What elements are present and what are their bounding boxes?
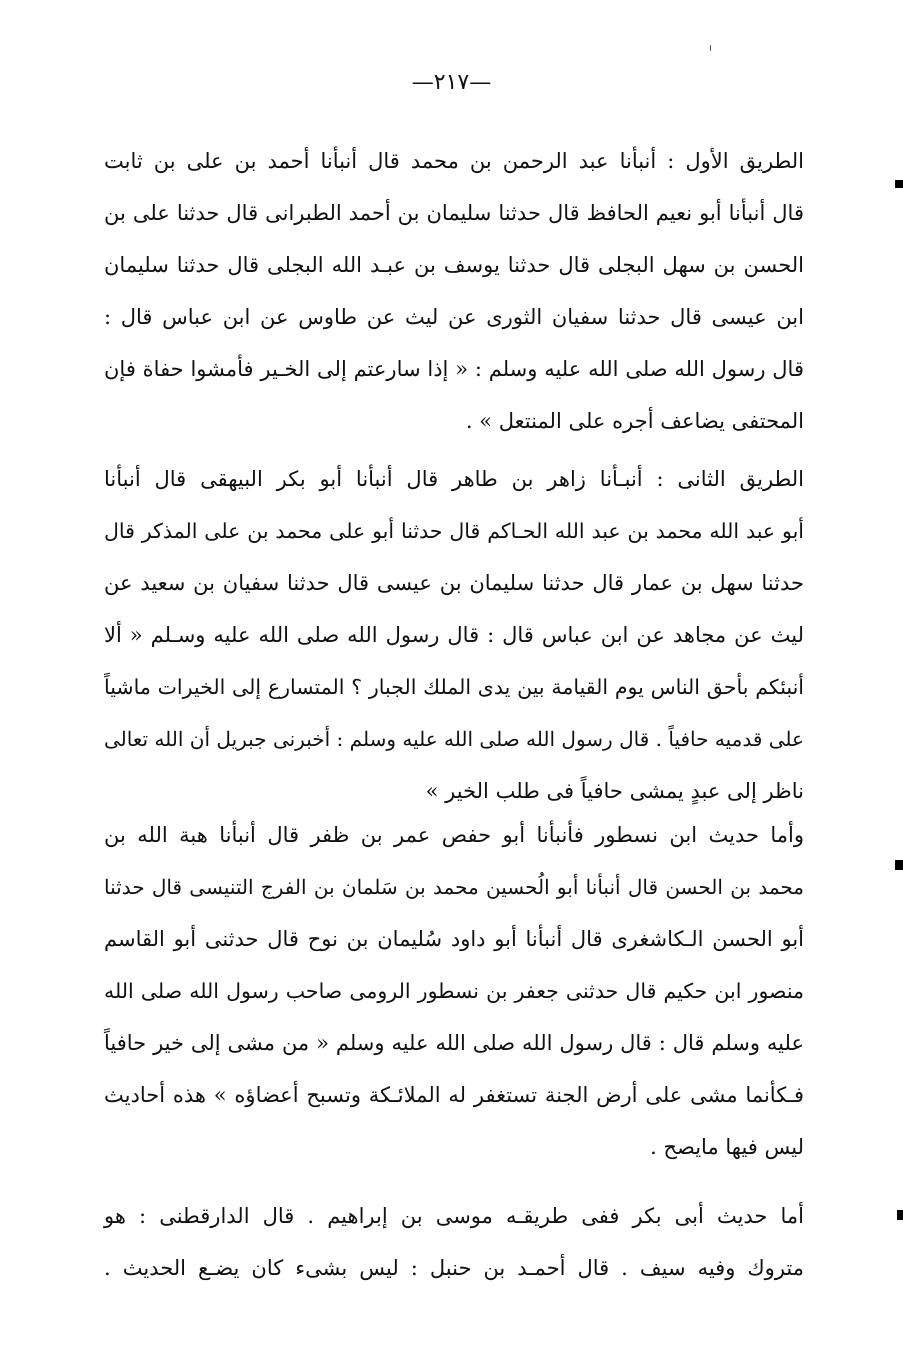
text-line: أما حديث أبى بكر ففى طريقـه موسى بن إبراهيم . قال الدارقطنى : هو: [104, 1204, 804, 1228]
text-line: على قدميه حافياً . قال رسول الله صلى الله عليه وسلم : أخبرنى جبريل أن الله تعالى: [104, 727, 804, 751]
text-line: المحتفى يضاعف أجره على المنتعل » .: [465, 409, 804, 433]
paragraph-nastur-hadith: [104, 809, 804, 1173]
page-number: —٢١٧—: [411, 70, 492, 95]
text-line: متروك وفيه سيف . قال أحمـد بن حنبل : ليس بشىء كان يضـع الحديث .: [104, 1256, 804, 1280]
text-line: الحسن بن سهل البجلى قال حدثنا يوسف بن عبـد الله البجلى قال حدثنا سليمان: [104, 253, 804, 277]
margin-mark: [897, 1210, 903, 1220]
text-line: فـكأنما مشى على أرض الجنة تستغفر له الملائـكة وتسبح أعضاؤه » هذه أحاديث: [104, 1083, 804, 1107]
text-line: محمد بن الحسن قال أنبأنا أبو الُحسين محمد بن سَلمان بن الفرج التنيسى قال حدثنا: [104, 875, 804, 899]
text-line: وأما حديث ابن نسطور فأنبأنا أبو حفص عمر بن ظفر قال أنبأنا هبة الله بن: [104, 823, 804, 847]
paragraph-second-chain: [104, 453, 804, 817]
text-line: أبو الحسن الـكاشغرى قال أنبأنا أبو داود سُليمان بن نوح قال حدثنى أبو القاسم: [104, 927, 804, 951]
scan-speck: [710, 45, 711, 51]
text-line: أبو عبد الله محمد بن عبد الله الحـاكم قال حدثنا أبو على محمد بن على المذكر قال: [104, 519, 804, 543]
margin-mark: [895, 860, 903, 870]
text-line: منصور ابن حكيم قال حدثنى جعفر بن نسطور الرومى صاحب رسول الله صلى الله: [104, 979, 804, 1003]
paragraph-abu-bakr-hadith: [104, 1190, 804, 1294]
text-line: ليث عن مجاهد عن ابن عباس قال : قال رسول الله صلى الله عليه وسـلم « ألا: [104, 623, 804, 647]
text-line: الطريق الثانى : أنبـأنا زاهر بن طاهر قال أنبأنا أبو بكر البيهقى قال أنبأنا: [104, 467, 804, 491]
text-line: ابن عيسى قال حدثنا سفيان الثورى عن ليث عن طاوس عن ابن عباس قال :: [104, 305, 804, 329]
text-line: قال رسول الله صلى الله عليه وسلم : « إذا سارعتم إلى الخـير فأمشوا حفاة فإن: [104, 357, 804, 381]
margin-mark: [895, 180, 903, 188]
text-line: حدثنا سهل بن عمار قال حدثنا سليمان بن عيسى قال حدثنا سفيان بن سعيد عن: [104, 571, 804, 595]
text-line: أنبئكم بأحق الناس يوم القيامة بين يدى الملك الجبار ؟ المتسارع إلى الخيرات ماشياً: [104, 675, 804, 699]
text-line: قال أنبأنا أبو نعيم الحافظ قال حدثنا سليمان بن أحمد الطبرانى قال حدثنا على بن: [104, 201, 804, 225]
text-line: ناظر إلى عبدٍ يمشى حافياً فى طلب الخير »: [425, 779, 804, 803]
text-line: ليس فيها مايصح .: [650, 1135, 804, 1159]
text-line: الطريق الأول : أنبأنا عبد الرحمن بن محمد قال أنبأنا أحمد بن على بن ثابت: [104, 149, 804, 173]
paragraph-first-chain: [104, 135, 804, 447]
text-line: عليه وسلم قال : قال رسول الله صلى الله عليه وسلم « من مشى إلى خير حافياً: [104, 1031, 804, 1055]
